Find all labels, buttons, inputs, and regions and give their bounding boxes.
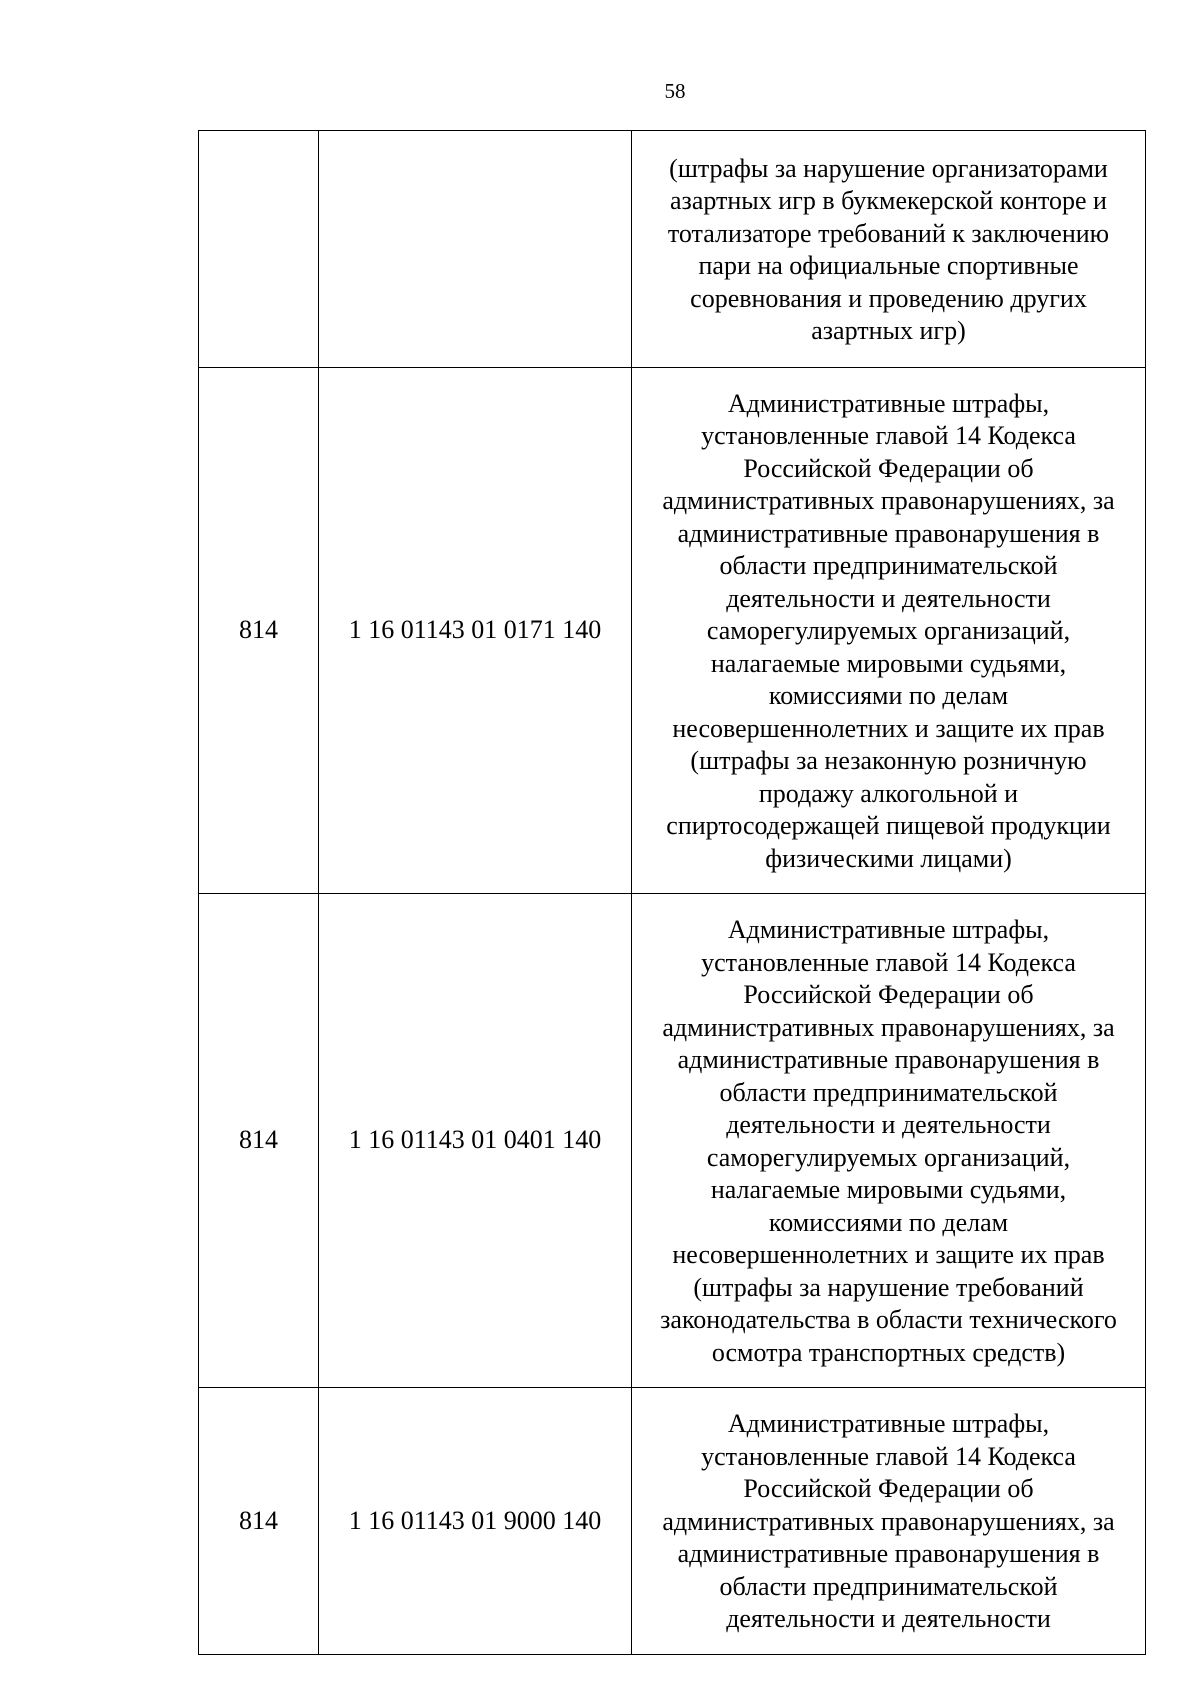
- revenue-name-line: Российской Федерации об: [743, 453, 1034, 483]
- revenue-name-line: осмотра транспортных средств): [711, 1337, 1066, 1367]
- table-row: [199, 894, 1146, 1388]
- table-row: [199, 1388, 1146, 1655]
- revenue-name-line: административные правонарушения в: [677, 518, 1100, 548]
- revenue-name-line: административных правонарушениях, за: [662, 1506, 1115, 1536]
- revenue-name-line: Российской Федерации об: [743, 1474, 1034, 1504]
- revenue-name-line: административных правонарушениях, за: [662, 486, 1115, 516]
- revenue-name-line: комиссиями по делам: [768, 1207, 1009, 1237]
- revenue-name-cell: [632, 1388, 1146, 1655]
- admin-code-cell: 814: [199, 368, 319, 894]
- revenue-codes-table: [198, 130, 1146, 1655]
- admin-code-cell: [199, 131, 319, 368]
- revenue-name-line: законодательства в области технического: [660, 1305, 1117, 1334]
- revenue-name-line: соревнования и проведению других: [690, 283, 1087, 313]
- revenue-name-line: комиссиями по делам: [768, 681, 1009, 711]
- revenue-name-line: Административные штрафы,: [727, 1409, 1050, 1439]
- revenue-name-line: административные правонарушения в: [677, 1539, 1100, 1569]
- budget-code-cell: 1 16 01143 01 0401 140: [319, 894, 632, 1388]
- table-row: [199, 368, 1146, 894]
- revenue-name-line: тотализаторе требований к заключению: [667, 218, 1110, 248]
- revenue-name-line: Административные штрафы,: [727, 915, 1050, 944]
- revenue-name-line: саморегулируемых организаций,: [706, 616, 1071, 646]
- revenue-name-line: (штрафы за нарушение организаторами: [669, 153, 1108, 183]
- revenue-name-line: деятельности и деятельности: [726, 583, 1051, 613]
- revenue-name-line: (штрафы за нарушение требований: [693, 1272, 1084, 1302]
- budget-code-cell: [319, 131, 632, 368]
- revenue-name-cell: [632, 131, 1146, 368]
- revenue-name-cell: [632, 894, 1146, 1388]
- revenue-name-line: азартных игр): [811, 316, 966, 345]
- budget-code-cell: 1 16 01143 01 0171 140: [319, 368, 632, 894]
- revenue-name-line: установленные главой 14 Кодекса: [701, 1441, 1076, 1471]
- table-row: [199, 131, 1146, 368]
- revenue-name-line: азартных игр в букмекерской конторе и: [670, 186, 1107, 215]
- revenue-name-line: деятельности и деятельности: [726, 1110, 1051, 1139]
- revenue-name-line: физическими лицами): [765, 843, 1012, 873]
- revenue-name-line: несовершеннолетних и защите их прав: [672, 1240, 1105, 1269]
- revenue-name-line: области предпринимательской: [719, 1077, 1058, 1107]
- revenue-name-line: установленные главой 14 Кодекса: [701, 421, 1076, 451]
- budget-code-cell: 1 16 01143 01 9000 140: [319, 1388, 632, 1655]
- revenue-name-line: спиртосодержащей пищевой продукции: [666, 811, 1111, 841]
- revenue-name-line: (штрафы за незаконную розничную: [690, 746, 1087, 776]
- revenue-name-cell: [632, 368, 1146, 894]
- revenue-name-line: деятельности и деятельности: [726, 1604, 1051, 1634]
- page-number: 58: [664, 79, 686, 103]
- revenue-name-line: Административные штрафы,: [727, 388, 1050, 418]
- revenue-name-line: налагаемые мировыми судьями,: [710, 1175, 1067, 1204]
- revenue-name-line: продажу алкогольной и: [758, 778, 1019, 808]
- admin-code-cell: 814: [199, 894, 319, 1388]
- revenue-name-line: Российской Федерации об: [743, 980, 1034, 1009]
- revenue-name-line: административных правонарушениях, за: [662, 1012, 1115, 1042]
- revenue-name-line: пари на официальные спортивные: [698, 251, 1079, 280]
- revenue-name-line: несовершеннолетних и защите их прав: [672, 713, 1105, 743]
- revenue-name-line: установленные главой 14 Кодекса: [701, 947, 1076, 977]
- revenue-name-line: области предпринимательской: [719, 1571, 1058, 1601]
- admin-code-cell: 814: [199, 1388, 319, 1655]
- revenue-name-line: налагаемые мировыми судьями,: [710, 648, 1067, 678]
- revenue-name-line: саморегулируемых организаций,: [706, 1142, 1071, 1172]
- revenue-name-line: административные правонарушения в: [677, 1045, 1100, 1074]
- revenue-name-line: области предпринимательской: [719, 551, 1058, 581]
